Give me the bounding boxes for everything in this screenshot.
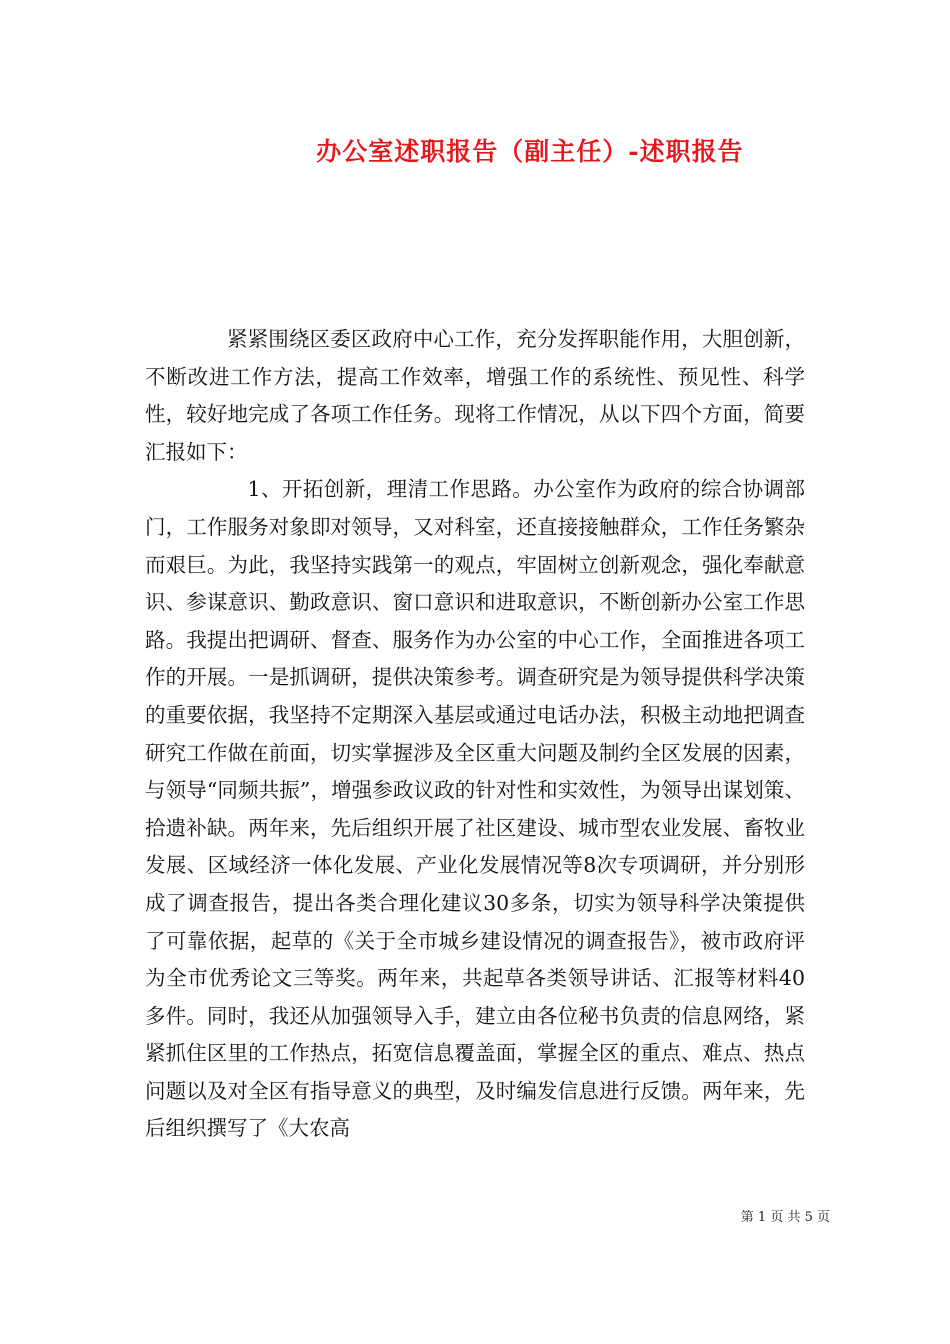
document-title: 办公室述职报告（副主任）-述职报告 bbox=[316, 137, 744, 166]
section-1-paragraph: 1、开拓创新，理清工作思路。办公室作为政府的综合协调部门，工作服务对象即对领导，又对科室，还直接接触群众，工作任务繁杂而艰巨。为此，我坚持实践第一的观点，牢固树立创新观念，强化奉献意识、参谋意识、勤政意识、窗口意识和进取意识，不断创新办公室工作思路。我提出把调研、督查、服务作为办公室的中心工作，全面推进各项工作的开展。一是抓调研，提供决策参考。调查研究是为领导提供科学决策的重要依据，我坚持不定期深入基层或通过电话办法，积极主动地把调查研究工作做在前面，切实掌握涉及全区重大问题及制约全区发展的因素，与领导“同频共振”，增强参政议政的针对性和实效性，为领导出谋划策、拾遗补缺。两年来，先后组织开展了社区建设、城市型农业发展、畜牧业发展、区域经济一体化发展、产业化发展情况等8次专项调研，并分别形成了调查报告，提出各类合理化建议30多条，切实为领导科学决策提供了可靠依据，起草的《关于全市城乡建设情况的调查报告》，被市政府评为全市优秀论文三等奖。两年来，共起草各类领导讲话、汇报等材料40多件。同时，我还从加强领导入手，建立由各位秘书负责的信息网络，紧紧抓住区里的工作热点，拓宽信息覆盖面，掌握全区的重点、难点、热点问题以及对全区有指导意义的典型，及时编发信息进行反馈。两年来，先后组织撰写了《大农高 bbox=[145, 477, 805, 1141]
page-footer: 第 1 页 共 5 页 bbox=[740, 1210, 830, 1225]
intro-paragraph: 紧紧围绕区委区政府中心工作，充分发挥职能作用，大胆创新，不断改进工作方法，提高工作效率，增强工作的系统性、预见性、科学性，较好地完成了各项工作任务。现将工作情况，从以下四个方面，简要汇报如下： bbox=[145, 327, 805, 464]
document-body bbox=[145, 321, 805, 1148]
